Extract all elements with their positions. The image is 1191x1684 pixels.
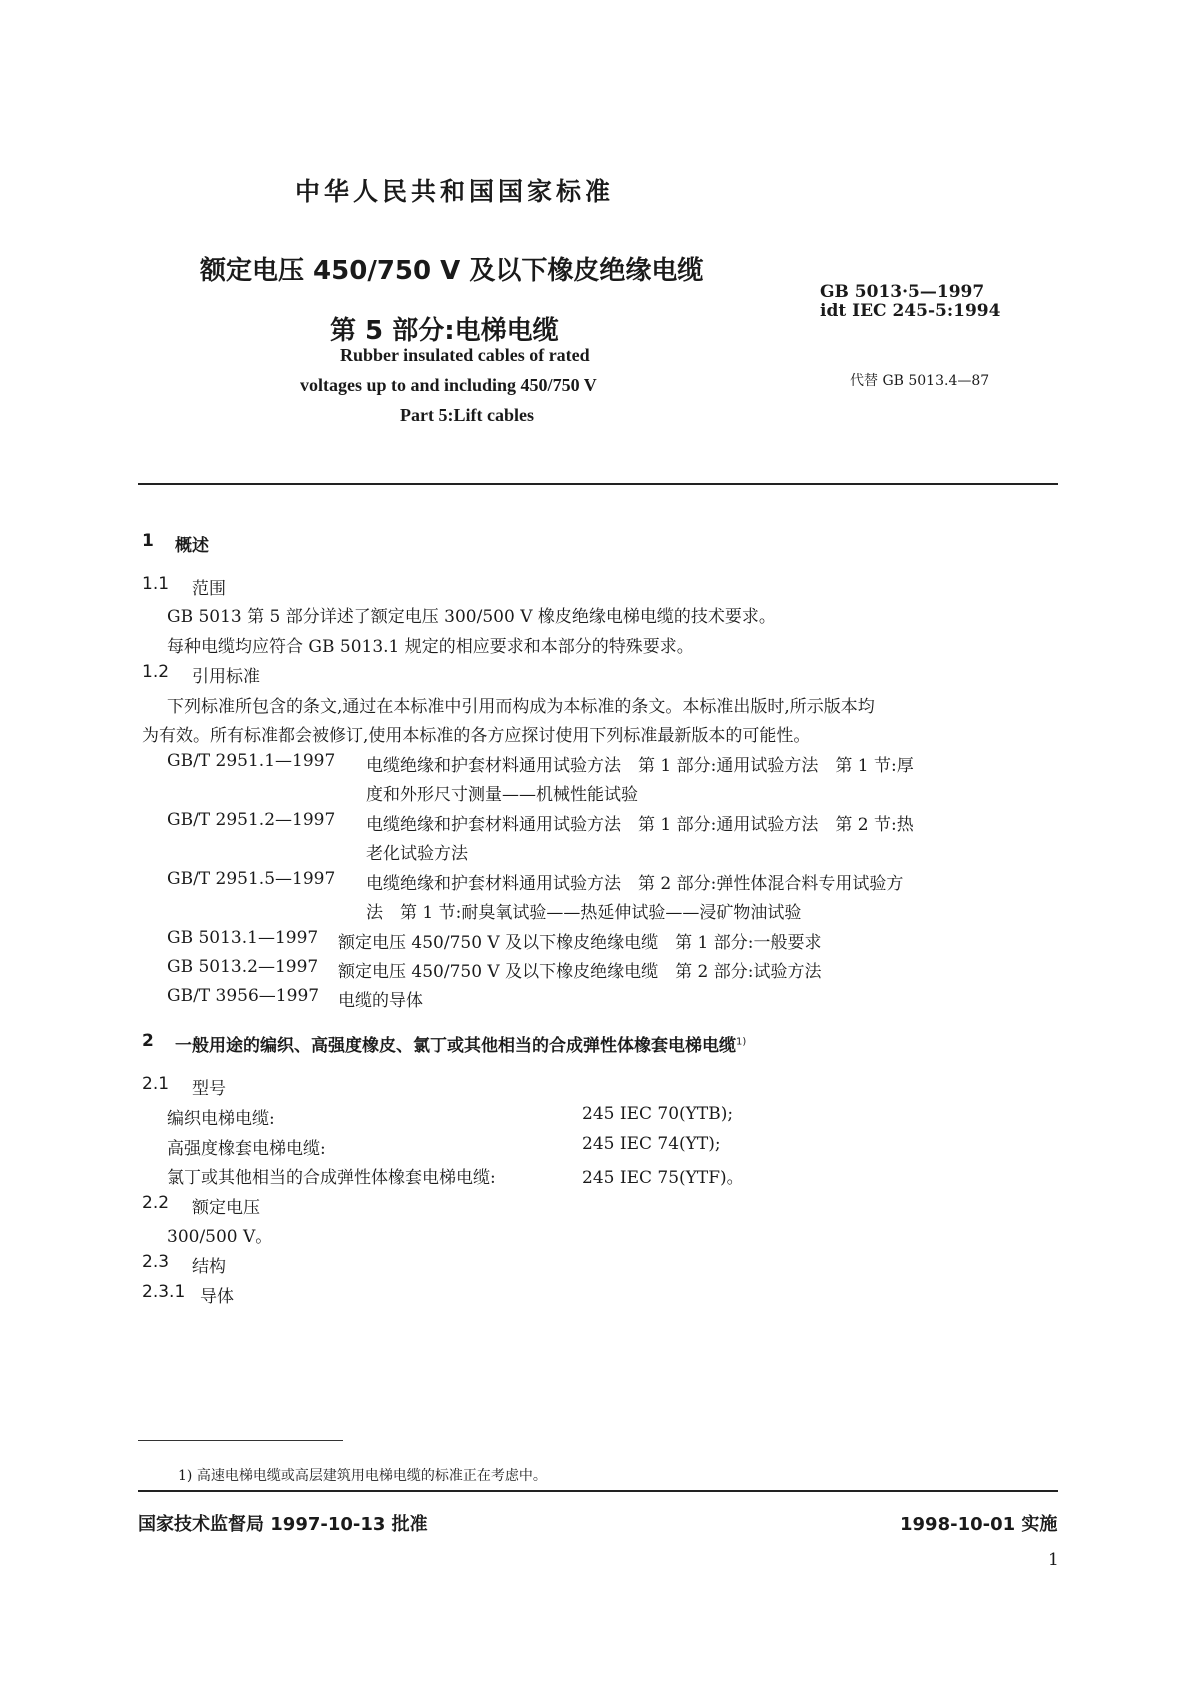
ref-code: GB 5013.2—1997 [167, 957, 319, 977]
type-code: 245 IEC 74(YT); [582, 1134, 721, 1154]
s11-title: 范围 [192, 579, 226, 599]
s11-number: 1.1 [142, 574, 170, 594]
section2-number: 2 [142, 1031, 154, 1051]
english-title-line1: Rubber insulated cables of rated [340, 345, 590, 365]
ref-text: 电缆绝缘和护套材料通用试验方法 第 2 部分:弹性体混合料专用试验方 [366, 874, 904, 894]
s21-number: 2.1 [142, 1074, 170, 1094]
ref-text-cont: 度和外形尺寸测量——机械性能试验 [366, 785, 638, 805]
type-name: 高强度橡套电梯电缆: [167, 1139, 326, 1159]
s23-number: 2.3 [142, 1252, 170, 1272]
s23-title: 结构 [192, 1257, 226, 1277]
header-divider [138, 483, 1058, 485]
s12-paragraph-line1: 下列标准所包含的条文,通过在本标准中引用而构成为本标准的条文。本标准出版时,所示版本均 [167, 697, 875, 717]
approval-date: 国家技术监督局 1997-10-13 批准 [138, 1514, 428, 1535]
s12-title: 引用标准 [192, 667, 260, 687]
s22-number: 2.2 [142, 1193, 170, 1213]
section1-heading: 概述 [175, 536, 209, 556]
section1-number: 1 [142, 531, 154, 551]
ref-code: GB/T 2951.5—1997 [167, 869, 336, 889]
ref-text: 额定电压 450/750 V 及以下橡皮绝缘电缆 第 2 部分:试验方法 [338, 962, 822, 982]
ref-text: 电缆的导体 [338, 991, 423, 1011]
ref-text-cont: 法 第 1 节:耐臭氧试验——热延伸试验——浸矿物油试验 [366, 903, 802, 923]
s11-paragraph1: GB 5013 第 5 部分详述了额定电压 300/500 V 橡皮绝缘电梯电缆的技术要求。 [167, 607, 776, 627]
s231-title: 导体 [200, 1287, 234, 1307]
page-number: 1 [1048, 1550, 1059, 1570]
ref-text: 电缆绝缘和护套材料通用试验方法 第 1 部分:通用试验方法 第 1 节:厚 [366, 756, 914, 776]
ref-code: GB 5013.1—1997 [167, 928, 319, 948]
footer-divider [138, 1490, 1058, 1492]
section2-heading [175, 1031, 746, 1056]
implementation-date: 1998-10-01 实施 [900, 1514, 1058, 1535]
doc-title-line1: 额定电压 450/750 V 及以下橡皮绝缘电缆 [200, 256, 704, 286]
s231-number: 2.3.1 [142, 1282, 186, 1302]
footnote-marker: 1) [736, 1036, 747, 1048]
english-title-line2: voltages up to and including 450/750 V [300, 375, 597, 395]
s22-title: 额定电压 [192, 1198, 260, 1218]
type-code: 245 IEC 75(YTF)。 [582, 1168, 744, 1188]
ref-text: 电缆绝缘和护套材料通用试验方法 第 1 部分:通用试验方法 第 2 节:热 [366, 815, 914, 835]
footnote-text: 1) 高速电梯电缆或高层建筑用电梯电缆的标准正在考虑中。 [178, 1468, 547, 1484]
english-title-line3: Part 5:Lift cables [400, 405, 534, 425]
type-name: 编织电梯电缆: [167, 1109, 275, 1129]
s12-number: 1.2 [142, 662, 170, 682]
ref-text: 额定电压 450/750 V 及以下橡皮绝缘电缆 第 1 部分:一般要求 [338, 933, 822, 953]
ref-code: GB/T 2951.1—1997 [167, 751, 336, 771]
s11-paragraph2: 每种电缆均应符合 GB 5013.1 规定的相应要求和本部分的特殊要求。 [167, 637, 694, 657]
idt-number: idt IEC 245-5:1994 [820, 301, 1001, 321]
doc-title-line2: 第 5 部分:电梯电缆 [330, 316, 559, 346]
org-title: 中华人民共和国国家标准 [295, 177, 615, 206]
type-code: 245 IEC 70(YTB); [582, 1104, 734, 1124]
replaces-standard: 代替 GB 5013.4—87 [850, 373, 990, 389]
std-number: GB 5013·5—1997 [820, 282, 985, 302]
ref-code: GB/T 2951.2—1997 [167, 810, 336, 830]
footnote-divider [138, 1440, 343, 1441]
ref-code: GB/T 3956—1997 [167, 986, 320, 1006]
section2-heading-text: 一般用途的编织、高强度橡皮、氯丁或其他相当的合成弹性体橡套电梯电缆 [175, 1036, 736, 1056]
ref-text-cont: 老化试验方法 [366, 844, 468, 864]
s21-title: 型号 [192, 1079, 226, 1099]
type-name: 氯丁或其他相当的合成弹性体橡套电梯电缆: [167, 1168, 496, 1188]
rated-voltage-value: 300/500 V。 [167, 1227, 273, 1247]
s12-paragraph-line2: 为有效。所有标准都会被修订,使用本标准的各方应探讨使用下列标准最新版本的可能性。 [142, 726, 811, 746]
